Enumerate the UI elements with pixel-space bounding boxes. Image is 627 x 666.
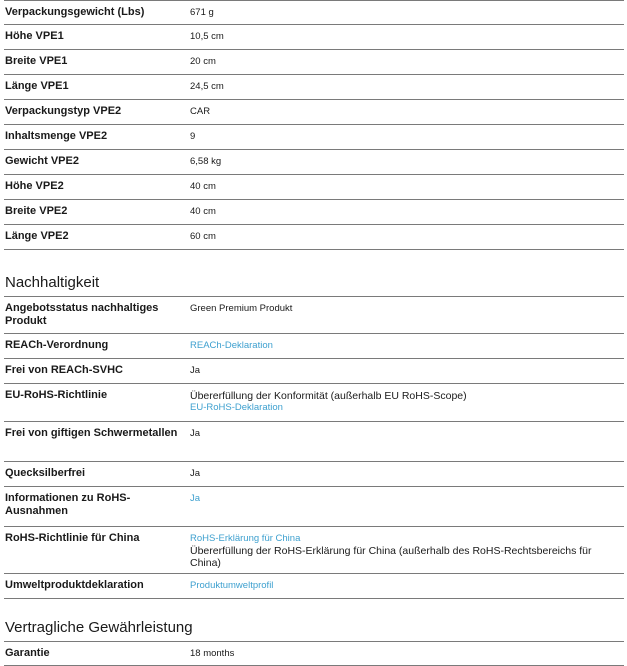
spec-label: Angebotsstatus nachhaltiges Produkt (5, 302, 159, 327)
spec-label: EU-RoHS-Richtlinie (5, 389, 108, 401)
spec-value: 10,5 cm (190, 31, 224, 42)
china-rohs-text: Übererfüllung der RoHS-Erklärung für China (außerhalb des RoHS-Rechtsbereichs für China) (190, 545, 592, 569)
section-title-warranty: Vertragliche Gewährleistung (5, 619, 193, 636)
table-row (4, 225, 624, 250)
table-row (4, 25, 624, 50)
table-row (4, 0, 624, 25)
spec-value: 60 cm (190, 231, 216, 242)
spec-value: 20 cm (190, 56, 216, 67)
table-row (4, 200, 624, 225)
reach-declaration-link[interactable]: REACh-Deklaration (190, 340, 273, 351)
spec-value: Ja (190, 365, 201, 376)
spec-label: Höhe VPE2 (5, 180, 64, 192)
spec-label: Frei von REACh-SVHC (5, 364, 123, 376)
spec-value: CAR (190, 106, 211, 117)
table-row (4, 527, 624, 574)
spec-label: Breite VPE2 (5, 205, 68, 217)
table-row (4, 359, 624, 384)
spec-value: 6,58 kg (190, 156, 222, 167)
eu-rohs-declaration-link[interactable]: EU-RoHS-Deklaration (190, 402, 283, 413)
spec-value: Green Premium Produkt (190, 303, 293, 314)
spec-value: 18 months (190, 648, 235, 659)
spec-value: Ja (190, 468, 201, 479)
table-row (4, 462, 624, 487)
spec-label: RoHS-Richtlinie für China (5, 532, 140, 544)
table-row (4, 487, 624, 527)
table-row (4, 384, 624, 422)
spec-label: Länge VPE1 (5, 80, 69, 92)
spec-value: 9 (190, 131, 196, 142)
table-row (4, 125, 624, 150)
table-row (4, 75, 624, 100)
section-title-sustainability: Nachhaltigkeit (5, 274, 100, 291)
spec-label: Verpackungstyp VPE2 (5, 105, 122, 117)
spec-value: 40 cm (190, 181, 216, 192)
spec-value (188, 487, 624, 526)
spec-label: Länge VPE2 (5, 230, 69, 242)
table-row (4, 334, 624, 359)
table-row (4, 574, 624, 599)
spec-value (188, 334, 624, 358)
rohs-exemptions-link[interactable]: Ja (190, 493, 201, 504)
china-rohs-declaration-link[interactable]: RoHS-Erklärung für China (190, 533, 301, 544)
spec-label: Inhaltsmenge VPE2 (5, 130, 108, 142)
spec-value (188, 574, 624, 598)
spec-label: Verpackungsgewicht (Lbs) (5, 6, 145, 18)
spec-label: REACh-Verordnung (5, 339, 109, 351)
spec-label: Höhe VPE1 (5, 30, 64, 42)
spec-value (188, 527, 624, 573)
environmental-profile-link[interactable]: Produktumweltprofil (190, 580, 274, 591)
table-row (4, 641, 624, 666)
sustainability-table (4, 296, 624, 599)
spec-label: Quecksilberfrei (5, 467, 86, 479)
table-row (4, 150, 624, 175)
eu-rohs-text: Übererfüllung der Konformität (außerhalb EU RoHS-Scope) (190, 390, 467, 402)
spec-label: Gewicht VPE2 (5, 155, 79, 167)
spec-value: 24,5 cm (190, 81, 224, 92)
table-row (4, 100, 624, 125)
spec-label: Garantie (5, 647, 50, 659)
spec-label: Informationen zu RoHS-Ausnahmen (5, 492, 131, 517)
spec-label: Breite VPE1 (5, 55, 68, 67)
spec-value: 40 cm (190, 206, 216, 217)
packaging-table (4, 0, 624, 250)
table-row (4, 50, 624, 75)
table-row (4, 175, 624, 200)
table-row (4, 422, 624, 462)
table-row (4, 296, 624, 334)
spec-label: Frei von giftigen Schwermetallen (5, 427, 178, 439)
warranty-table (4, 641, 624, 666)
spec-value (188, 384, 624, 421)
spec-value: 671 g (190, 7, 214, 18)
spec-label: Umweltproduktdeklaration (5, 579, 144, 591)
spec-value: Ja (190, 428, 201, 439)
